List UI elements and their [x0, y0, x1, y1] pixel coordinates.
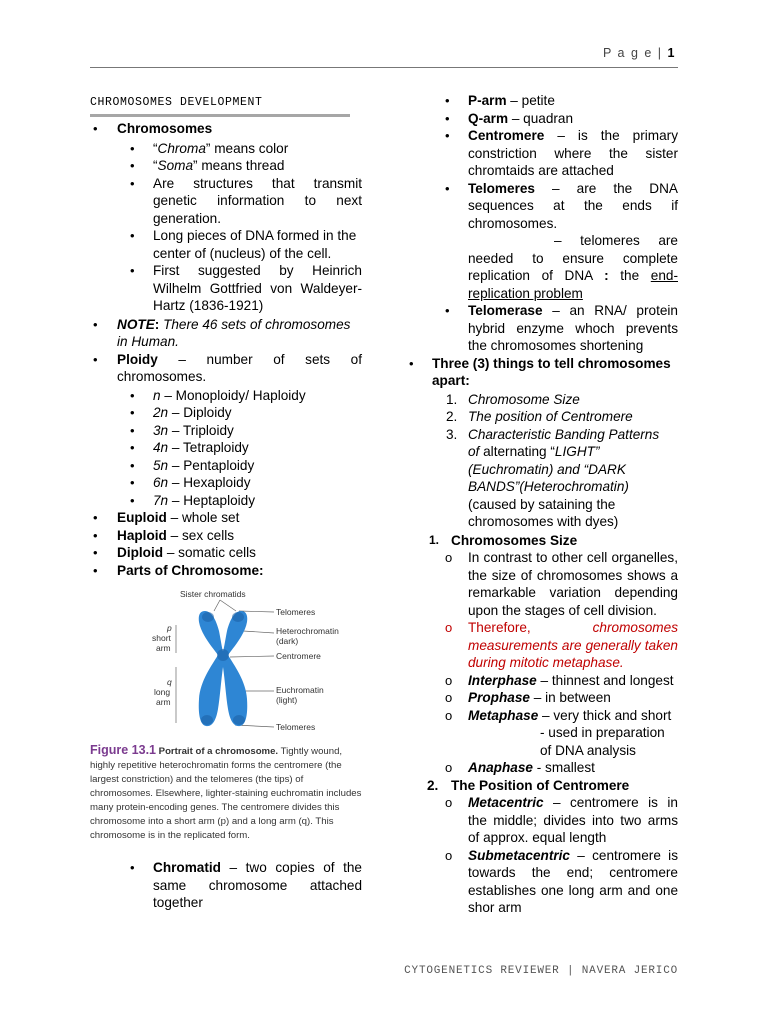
- list-item: [117, 157, 362, 175]
- bullet-icon: •: [130, 405, 135, 420]
- bullet-icon: •: [130, 475, 135, 490]
- bullet-icon: •: [445, 180, 450, 196]
- centromere-label: Centromere: [468, 128, 545, 143]
- page-footer: CYTOGENETICS REVIEWER | NAVERA JERICO: [404, 965, 678, 977]
- telomeres-bottom-label: Telomeres: [276, 722, 316, 732]
- haploid-text: – sex cells: [166, 527, 235, 543]
- phase-desc: – in between: [529, 690, 611, 705]
- banding-mid: ” (Euchromatin) and “: [468, 444, 600, 477]
- ploidy-n: 4n: [153, 440, 169, 455]
- bullet-icon: •: [445, 128, 450, 143]
- therefore-text: Therefore,: [468, 620, 593, 635]
- euploid-label: Euploid: [117, 510, 167, 525]
- circle-bullet-icon: o: [445, 672, 453, 688]
- list-item-q-arm: [405, 110, 678, 128]
- phase-desc: – thinnest and longest: [536, 672, 674, 688]
- bullet-icon: •: [130, 457, 135, 473]
- page-label: P a g e |: [602, 46, 663, 60]
- position-item: [405, 794, 678, 847]
- chromosome-dna: Long pieces of DNA formed in the center of (nucleus) of the cell.: [153, 228, 357, 261]
- phase-name: Prophase: [468, 690, 530, 705]
- soma-term: Soma: [157, 158, 194, 173]
- ploidy-name: – Pentaploidy: [168, 457, 255, 473]
- centromere-text: – is the primary constriction where the sister chromtaids are attached: [468, 128, 678, 178]
- ploidy-label: Ploidy: [117, 351, 158, 367]
- document-title: CHROMOSOMES DEVELOPMENT: [90, 96, 263, 109]
- title-underline: [90, 114, 350, 117]
- ploidy-n: 2n: [153, 405, 169, 420]
- haploid-label: Haploid: [117, 527, 167, 543]
- chromatid-label: Chromatid: [153, 860, 221, 875]
- ploidy-item: [117, 439, 362, 457]
- phase-desc: - smallest: [532, 760, 595, 775]
- centromere-type: Metacentric: [468, 795, 544, 810]
- section-number: 1.: [429, 532, 440, 547]
- telomeres-extra: [468, 232, 678, 302]
- figure-caption-title: Portrait of a chromosome.: [158, 746, 279, 757]
- quote: “: [153, 158, 158, 173]
- euchromatin-label: Euchromatin: [276, 685, 324, 695]
- circle-bullet-icon: o: [445, 760, 453, 775]
- telomeres-colon: :: [604, 268, 609, 283]
- size-heading: Chromosomes Size: [451, 532, 578, 548]
- euploid-text: – whole set: [166, 510, 240, 525]
- page-number: [603, 45, 676, 63]
- numbered-item: [432, 408, 678, 426]
- item-text: Characteristic Banding Patterns: [468, 426, 660, 442]
- list-item-euploid: [90, 509, 362, 527]
- phase-name: Anaphase: [468, 760, 533, 775]
- heterochromatin-label: Heterochromatin: [276, 626, 339, 636]
- diploid-label: Diploid: [117, 545, 164, 560]
- section-number: 2.: [427, 777, 439, 793]
- ploidy-item: [117, 492, 362, 510]
- bullet-icon: •: [130, 860, 135, 875]
- ploidy-n: 3n: [153, 422, 169, 438]
- bullet-icon: •: [445, 303, 450, 318]
- note-label: NOTE: [117, 316, 155, 332]
- heterochromatin-sub-label: (dark): [276, 636, 299, 646]
- ploidy-item: [117, 422, 362, 440]
- three-things-heading: Three (3) things to tell chromosomes apart:: [432, 355, 671, 388]
- numbered-item: [432, 426, 678, 531]
- chromatid-text: – two copies of the same chromosome attached together: [153, 860, 362, 910]
- page-number-value: 1: [667, 46, 676, 60]
- list-item-centromere: [405, 127, 678, 180]
- circle-bullet-icon: o: [445, 690, 453, 705]
- telomerase-text: – an RNA/ protein hybrid enzyme whoch prevents the chromosomes shortening: [468, 303, 678, 353]
- telomeres-extra-text: – telomeres are needed to ensure complete replication of DNA: [468, 233, 678, 283]
- ploidy-item: [117, 457, 362, 475]
- measurement-note: chromosomes measurements are generally taken during mitotic metaphase.: [468, 620, 678, 670]
- item-text: Chromosome Size: [468, 391, 580, 407]
- size-item: [405, 707, 678, 760]
- figure-caption: [90, 743, 362, 843]
- chroma-def: ” means color: [205, 140, 289, 156]
- quote: “: [153, 140, 158, 156]
- list-item-ploidy: [90, 351, 362, 510]
- list-item-chromosomes: [90, 120, 362, 315]
- circle-bullet-icon: o: [445, 847, 453, 863]
- banding-description: [468, 443, 678, 496]
- list-item-diploid: [90, 544, 362, 562]
- banding-light: LIGHT: [554, 444, 595, 459]
- circle-bullet-icon: o: [445, 707, 453, 723]
- ploidy-name: – Hexaploidy: [168, 475, 251, 490]
- long-arm-label-2: arm: [156, 697, 171, 707]
- left-column: [90, 120, 362, 912]
- numbered-item: [432, 391, 678, 409]
- bullet-icon: •: [130, 228, 135, 243]
- note-colon: :: [154, 316, 160, 332]
- telomeres-text: – are the DNA sequences at the ends if chromosomes.: [468, 180, 678, 231]
- list-item-telomeres: [405, 180, 678, 303]
- p-label: p: [167, 623, 172, 633]
- ploidy-n: 5n: [153, 457, 169, 473]
- bullet-icon: •: [93, 545, 98, 560]
- figure-label: Figure 13.1: [90, 743, 156, 757]
- circle-bullet-icon: o: [445, 620, 453, 635]
- centromere-label: Centromere: [276, 651, 321, 661]
- banding-end: ”(Heterochromatin): [514, 479, 629, 494]
- chromosome-definition: Are structures that transmit genetic information to next generation.: [153, 175, 362, 226]
- section-centromere-position: [405, 777, 678, 795]
- size-item-text: In contrast to other cell organelles, the size of chromosomes shows a remarkable variation depending upon the stages of cell division.: [468, 550, 678, 618]
- chromosomes-heading: Chromosomes: [117, 121, 213, 136]
- short-arm-label-2: arm: [156, 643, 171, 653]
- q-arm-label: Q-arm: [468, 110, 509, 126]
- figure-caption-text: Tightly wound, highly repetitive heterochromatin forms the centromere (the largest constriction) and the telomeres (the tips) of chromosomes. Elsewhere, lighter-staining euchromatin includes many protein-encoding genes. The centromere divides this chromosome into a short arm (p) and a long arm (q). This chromosome is in the replicated form.: [90, 746, 362, 841]
- end-replication-problem: end-replication problem: [468, 268, 678, 301]
- telomeres-label: Telomeres: [468, 180, 535, 196]
- list-item: [117, 262, 362, 315]
- phase-desc: – very thick and short: [538, 707, 672, 723]
- circle-bullet-icon: o: [445, 550, 453, 565]
- size-item: [405, 619, 678, 672]
- note-text: There 46 sets of chromosomes in Human.: [117, 316, 351, 349]
- phase-name: Metaphase: [468, 707, 539, 723]
- size-item: [405, 689, 678, 707]
- list-item-three-things: [405, 355, 678, 531]
- size-item: [405, 672, 678, 690]
- telomeres-the: the: [608, 268, 651, 283]
- bullet-icon: •: [130, 387, 135, 403]
- list-item-parts: [90, 562, 362, 580]
- position-heading: The Position of Centromere: [451, 777, 630, 793]
- q-label: q: [167, 677, 172, 687]
- parts-label: Parts of Chromosome: [117, 562, 260, 578]
- list-item-telomerase: [405, 302, 678, 355]
- ploidy-n: n: [153, 387, 161, 403]
- bullet-icon: •: [130, 440, 135, 455]
- item-number: 1.: [446, 391, 458, 407]
- parts-colon: :: [259, 562, 264, 578]
- circle-bullet-icon: o: [445, 795, 453, 810]
- right-column: [405, 92, 678, 917]
- bullet-icon: •: [130, 263, 135, 278]
- metaphase-sub: - used in preparation of DNA analysis: [540, 725, 665, 758]
- bullet-icon: •: [130, 175, 135, 191]
- ploidy-n: 6n: [153, 475, 169, 490]
- ploidy-n: 7n: [153, 492, 169, 508]
- list-item-haploid: [90, 527, 362, 545]
- list-item: [117, 175, 362, 228]
- q-arm-text: – quadran: [508, 110, 574, 126]
- euchromatin-sub-label: (light): [276, 695, 298, 705]
- bullet-icon: •: [93, 351, 98, 367]
- list-item-p-arm: [405, 92, 678, 110]
- ploidy-name: – Heptaploidy: [168, 492, 256, 508]
- ploidy-name: – Diploidy: [168, 405, 232, 420]
- bullet-icon: •: [445, 93, 450, 108]
- p-arm-label: P-arm: [468, 93, 507, 108]
- list-item-note: [90, 316, 362, 351]
- bullet-icon: •: [130, 140, 135, 156]
- bullet-icon: •: [93, 510, 98, 525]
- bullet-icon: •: [445, 110, 450, 126]
- telomerase-label: Telomerase: [468, 303, 543, 318]
- list-item-chromatid: [90, 859, 362, 912]
- bullet-icon: •: [93, 121, 98, 136]
- centromere-type-desc: – centromere is towards the end; centromere establishes one long arm and one shor arm: [468, 847, 678, 915]
- banding-note: (caused by sataining the chromosomes with dyes): [468, 496, 619, 529]
- item-number: 2.: [446, 409, 458, 424]
- p-arm-text: – petite: [506, 93, 555, 108]
- banding-of: of: [468, 444, 480, 459]
- banding-alt: alternating “: [479, 444, 555, 459]
- list-item: [117, 140, 362, 158]
- bullet-icon: •: [93, 527, 98, 543]
- chromosome-diagram: [90, 589, 362, 739]
- ploidy-item: [117, 474, 362, 492]
- chromosome-history: First suggested by Heinrich Wilhelm Gottfried von Waldeyer-Hartz (1836-1921): [153, 263, 362, 313]
- bullet-icon: •: [130, 422, 135, 438]
- size-item: [405, 549, 678, 619]
- ploidy-name: – Triploidy: [168, 422, 234, 438]
- chromosome-shape: [199, 611, 248, 726]
- size-item: [405, 759, 678, 777]
- ploidy-item: [117, 404, 362, 422]
- chromosome-figure: [90, 589, 362, 739]
- short-arm-label-1: short: [152, 633, 171, 643]
- bullet-icon: •: [130, 492, 135, 508]
- telomeres-top-label: Telomeres: [276, 607, 316, 617]
- list-item: [117, 227, 362, 262]
- centromere-type-desc: – centromere is in the middle; divides into two arms of approx. equal length: [468, 795, 678, 845]
- centromere-type: Submetacentric: [468, 847, 570, 863]
- ploidy-name: – Monoploidy/ Haploidy: [160, 387, 306, 403]
- ploidy-item: [117, 387, 362, 405]
- ploidy-text: – number of sets of chromosomes.: [117, 351, 362, 384]
- diploid-text: – somatic cells: [163, 545, 256, 560]
- sister-chromatids-label: Sister chromatids: [180, 589, 246, 599]
- bullet-icon: •: [93, 316, 98, 332]
- position-item: [405, 847, 678, 917]
- bullet-icon: •: [409, 355, 414, 371]
- section-chromosome-size: [405, 532, 678, 550]
- header-rule: [90, 67, 678, 68]
- phase-name: Interphase: [468, 672, 537, 688]
- bullet-icon: •: [130, 158, 135, 173]
- long-arm-label-1: long: [154, 687, 171, 697]
- ploidy-name: – Tetraploidy: [168, 440, 249, 455]
- item-number: 3.: [446, 426, 458, 442]
- soma-def: ” means thread: [193, 158, 285, 173]
- banding-dark: DARK BANDS: [468, 461, 626, 494]
- item-text: The position of Centromere: [468, 409, 633, 424]
- chroma-term: Chroma: [157, 140, 206, 156]
- bullet-icon: •: [93, 562, 98, 578]
